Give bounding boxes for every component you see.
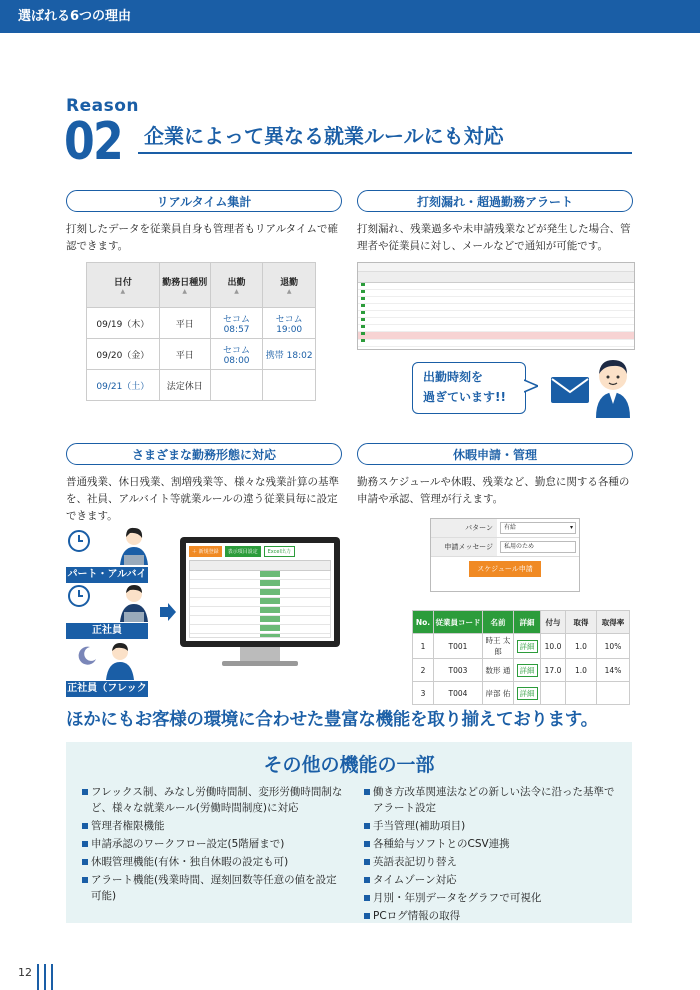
new-register-button[interactable]: ＋ 新規登録	[189, 546, 222, 557]
table-row: 09/19（木） 平日 セコム 08:57 セコム 19:00	[87, 308, 316, 339]
man-worker-flex-icon	[102, 640, 138, 680]
schedule-request-button[interactable]: スケジュール申請	[469, 561, 541, 577]
list-item: 各種給与ソフトとのCSV連携	[364, 836, 622, 852]
section-title-alert: 打刻漏れ・超過勤務アラート	[357, 190, 633, 212]
features-title: その他の機能の一部	[263, 754, 435, 776]
detail-button[interactable]: 詳細	[517, 664, 538, 677]
table-row: 1 T001 時王 太郎 詳細 10.0 1.0 10%	[413, 634, 630, 659]
list-item: 月別・年別データをグラフで可視化	[364, 890, 622, 906]
excel-export-button[interactable]: Excel出力	[264, 546, 295, 557]
detail-button[interactable]: 詳細	[517, 687, 538, 700]
clock-icon	[68, 585, 90, 607]
bubble-tail	[524, 378, 538, 394]
page-marker	[51, 964, 53, 990]
list-item: 英語表記切り替え	[364, 854, 622, 870]
alert-speech-bubble: 出勤時刻を 過ぎています!!	[412, 362, 526, 414]
section-desc-workstyle: 普通残業、休日残業、割増残業等、様々な残業計算の基準を、社員、アルバイト等就業ルールの違う従業員毎に設定できます。	[66, 476, 339, 522]
role-regular: 正社員	[66, 623, 148, 639]
monitor-stand	[222, 661, 298, 666]
reason-label: Reason	[66, 96, 139, 116]
list-item: 申請承認のワークフロー設定(5階層まで)	[82, 836, 344, 852]
features-left-list	[82, 784, 344, 906]
leave-form-screenshot: パターン 有給 ▾ 申請メッセージ 私用のため スケジュール申請	[430, 518, 580, 592]
table-row: 2 T003 数形 通 詳細 17.0 1.0 14%	[413, 659, 630, 682]
man-worker-icon	[116, 582, 152, 622]
list-item: フレックス制、みなし労働時間制、変形労働時間制など、様々な就業ルール(労働時間制度)に対応	[82, 784, 344, 816]
woman-worker-icon	[116, 525, 152, 565]
col-out: 退勤 ▲	[263, 263, 316, 308]
page-marker	[37, 964, 39, 990]
feature-message: ほかにもお客様の環境に合わせた豊富な機能を取り揃えております。	[66, 710, 598, 730]
role-part-time: パート・アルバイト	[67, 569, 147, 596]
pattern-select[interactable]: 有給 ▾	[500, 522, 576, 534]
monitor-screen	[180, 537, 340, 647]
reason-number: 02	[64, 112, 123, 172]
list-item: タイムゾーン対応	[364, 872, 622, 888]
section-desc-realtime: 打刻したデータを従業員自身も管理者もリアルタイムで確認できます。	[66, 223, 338, 252]
features-right-list	[364, 784, 622, 926]
table-row: 09/21（土） 法定休日	[87, 370, 316, 401]
chevron-down-icon: ▾	[569, 524, 573, 531]
page-headline: 企業によって異なる就業ルールにも対応	[144, 124, 504, 148]
table-row: 09/20（金） 平日 セコム 08:00 携帯 18:02	[87, 339, 316, 370]
arrow-right-icon	[160, 603, 176, 621]
detail-button[interactable]: 詳細	[517, 640, 538, 653]
monitor-neck	[240, 647, 280, 661]
section-title-realtime: リアルタイム集計	[66, 190, 342, 212]
alert-list-screenshot	[357, 262, 635, 350]
clock-icon	[68, 530, 90, 552]
leave-table: No. 従業員コード 名前 詳細 付与 取得 取得率 1 T001 時王 太郎 詳細 10.0 1.0 10% 2 T003 数形 通 詳細 17.0 1.0 14% 3 T004 岸部 佑 詳細	[412, 610, 630, 705]
features-panel	[66, 742, 632, 923]
page-marker	[44, 964, 46, 990]
display-settings-button[interactable]: 表示項目設定	[225, 546, 261, 557]
list-item: 休暇管理機能(有休・独自休暇の設定も可)	[82, 854, 344, 870]
mail-icon	[550, 376, 590, 404]
list-item: 管理者権限機能	[82, 818, 344, 834]
section-title-leave: 休暇申請・管理	[357, 443, 633, 465]
list-item: PCログ情報の取得	[364, 908, 622, 924]
section-desc-leave: 勤務スケジュールや休暇、残業など、勤怠に関する各種の申請や承認、管理が行えます。	[357, 476, 630, 505]
table-row: 3 T004 岸部 佑 詳細	[413, 682, 630, 705]
col-daytype: 勤務日種別 ▲	[159, 263, 210, 308]
list-item: アラート機能(残業時間、遅刻回数等任意の値を設定可能)	[82, 872, 344, 904]
section-header-bar: 選ばれる6つの理由	[0, 0, 700, 33]
list-item: 手当管理(補助項目)	[364, 818, 622, 834]
man-icon	[590, 352, 636, 418]
role-flex: 正社員（フレックス）	[67, 683, 147, 710]
col-in: 出勤 ▲	[210, 263, 263, 308]
section-title-workstyle: さまざまな勤務形態に対応	[66, 443, 342, 465]
col-date: 日付 ▲	[87, 263, 160, 308]
headline-rule	[138, 152, 632, 154]
moon-icon	[76, 645, 98, 665]
message-input[interactable]: 私用のため	[500, 541, 576, 553]
section-desc-alert: 打刻漏れ、残業過多や未申請残業などが発生した場合、管理者や従業員に対し、メールなどで通知が可能です。	[357, 223, 631, 252]
list-item: 働き方改革関連法などの新しい法令に沿った基準でアラート設定	[364, 784, 622, 816]
attendance-table	[86, 262, 316, 401]
page-number: 12	[18, 966, 32, 979]
